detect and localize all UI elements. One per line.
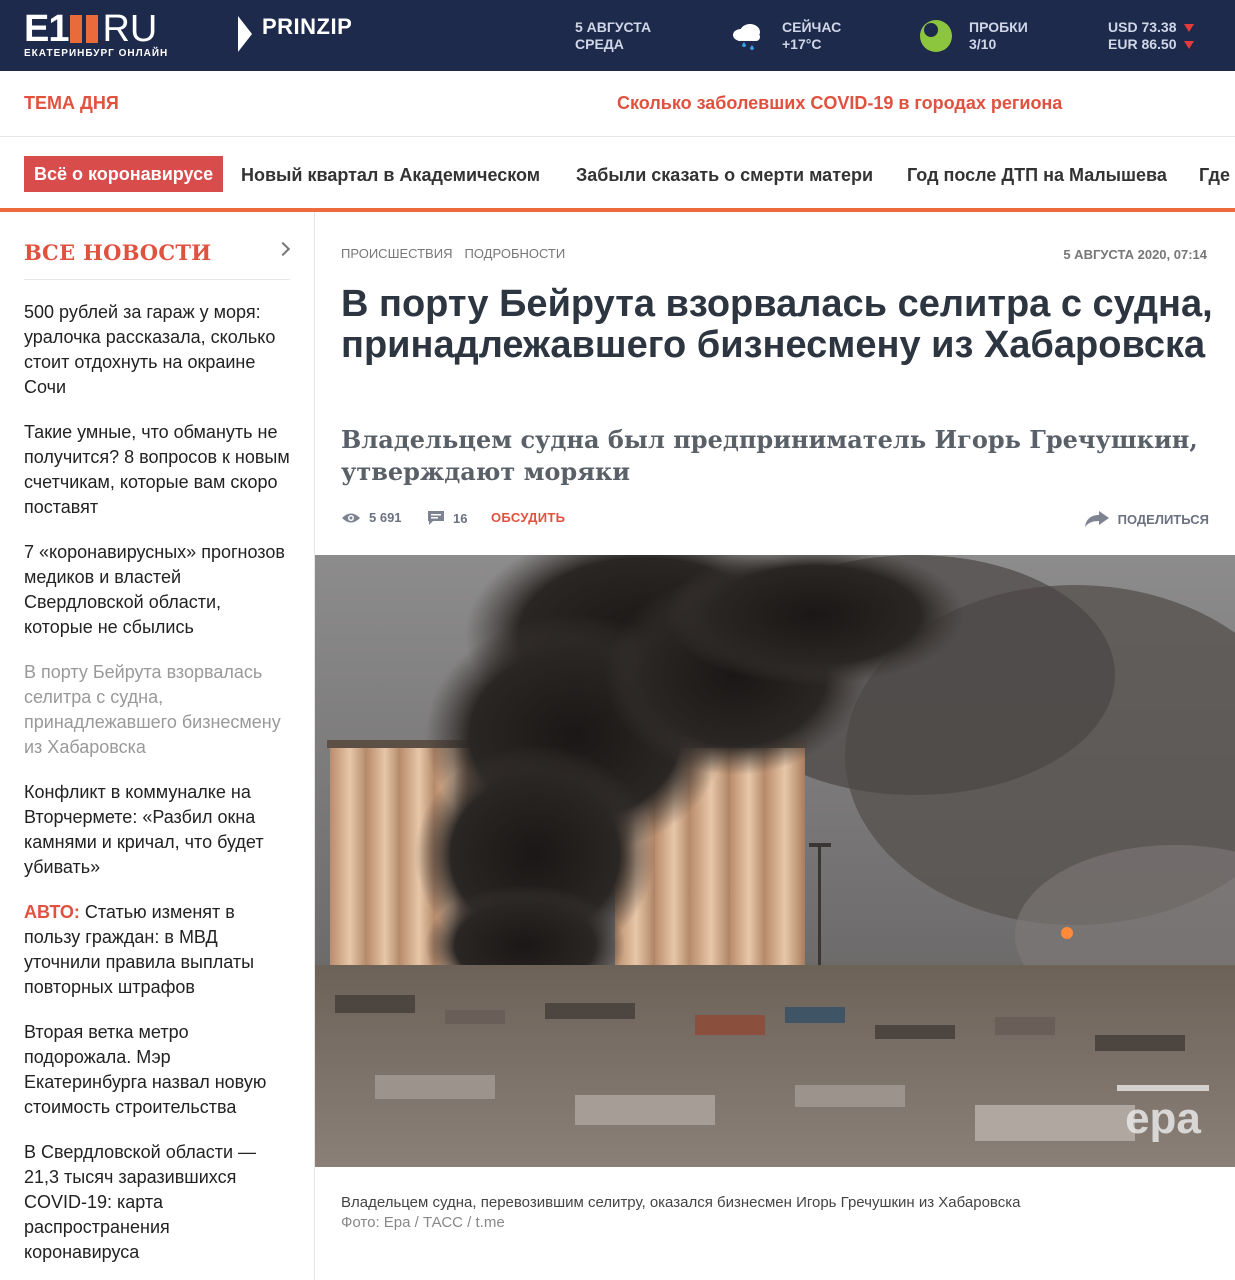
tag-coronavirus[interactable]: Всё о коронавирусе (24, 156, 223, 192)
weather-label: СЕЙЧАС (782, 19, 842, 35)
chevron-right-icon[interactable] (276, 242, 290, 256)
news-item[interactable] (24, 420, 290, 520)
all-news-title[interactable]: ВСЕ НОВОСТИ (24, 240, 212, 265)
topic-of-day-label: ТЕМА ДНЯ (24, 93, 119, 113)
news-sidebar (24, 212, 290, 1280)
eye-icon (341, 512, 361, 524)
prinzip-text: PRINZIP (262, 14, 353, 39)
article (314, 212, 1235, 1280)
logo-e1: E1 (24, 8, 69, 50)
tags-bar (0, 137, 1235, 212)
logo-subtitle: ЕКАТЕРИНБУРГ ОНЛАЙН (24, 48, 169, 59)
eur-rate: EUR 86.50 (1108, 36, 1177, 52)
news-item-text: 500 рублей за гараж у моря: уралочка рассказала, сколько стоит отдохнуть на окраине Сочи (24, 302, 276, 397)
topic-of-day-bar (0, 71, 1235, 137)
news-item-text: В порту Бейрута взорвалась селитра с судна, принадлежавшего бизнесмену из Хабаровска (24, 662, 281, 757)
article-meta (341, 510, 1209, 530)
current-date (575, 19, 651, 53)
traffic-indicator-icon[interactable] (920, 20, 952, 52)
news-list (24, 280, 290, 1265)
site-logo[interactable] (24, 8, 169, 59)
news-item[interactable] (24, 1020, 290, 1120)
news-item[interactable] (24, 300, 290, 400)
article-headline: В порту Бейрута взорвалась селитра с судна, принадлежавшего бизнесмену из Хабаровска (341, 283, 1213, 366)
logo-square-icon (70, 15, 98, 43)
date-day: 5 АВГУСТА (575, 19, 652, 35)
traffic-widget[interactable] (969, 19, 1028, 53)
views-counter (341, 510, 402, 525)
down-arrow-icon (1184, 41, 1194, 49)
weather-widget[interactable] (782, 19, 841, 53)
topic-of-day-link[interactable]: Сколько заболевших COVID-19 в городах региона (617, 93, 1063, 113)
news-item-text: Статью изменят в пользу граждан: в МВД уточнили правила выплаты повторных штрафов (24, 902, 255, 997)
weather-temperature: +17°C (782, 36, 822, 52)
news-item-text: Такие умные, что обмануть не получится? 8 вопросов к новым счетчикам, которые вам скоро поставят (24, 422, 290, 517)
news-item[interactable] (24, 780, 290, 880)
article-rubrics (341, 246, 577, 261)
news-item[interactable] (24, 1140, 290, 1265)
top-bar (0, 0, 1235, 71)
comments-counter[interactable] (427, 510, 467, 526)
comments-count: 16 (453, 510, 468, 526)
tag-akademicheskiy[interactable]: Новый квартал в Академическом (241, 165, 541, 185)
rubric-details[interactable]: ПОДРОБНОСТИ (464, 246, 566, 261)
tag-malysheva-accident[interactable]: Год после ДТП на Малышева (907, 165, 1167, 185)
tag-gde[interactable]: Где (1199, 165, 1230, 185)
share-button[interactable] (1084, 510, 1209, 528)
tag-mother-death[interactable]: Забыли сказать о смерти матери (576, 165, 874, 185)
prinzip-logo[interactable] (238, 14, 352, 52)
share-arrow-icon (1084, 510, 1110, 528)
epa-watermark (1117, 1085, 1209, 1143)
article-date: 5 АВГУСТА 2020, 07:14 (1063, 247, 1207, 262)
currency-rates[interactable] (1108, 19, 1194, 53)
article-subtitle: Владельцем судна был предприниматель Игорь Гречушкин, утверждают моряки (341, 425, 1198, 486)
epa-watermark-text: epa (1125, 1094, 1201, 1143)
news-item-text: Вторая ветка метро подорожала. Мэр Екатеринбурга назвал новую стоимость строительства (24, 1022, 267, 1117)
logo-ru: RU (102, 8, 158, 50)
prinzip-mark-icon (238, 16, 252, 52)
discuss-link[interactable]: ОБСУДИТЬ (491, 510, 566, 525)
all-news-header[interactable] (24, 212, 290, 280)
photo-credit: Фото: Epa / ТАСС / t.me (341, 1214, 505, 1231)
traffic-label: ПРОБКИ (969, 19, 1028, 35)
rubric-incidents[interactable]: ПРОИСШЕСТВИЯ (341, 246, 453, 261)
rain-cloud-icon[interactable] (730, 18, 766, 54)
news-item[interactable] (24, 540, 290, 640)
news-item-tag: АВТО: (24, 902, 80, 922)
traffic-value: 3/10 (969, 36, 997, 52)
views-count: 5 691 (369, 510, 402, 525)
share-label: ПОДЕЛИТЬСЯ (1117, 511, 1209, 527)
news-item-text: 7 «коронавирусных» прогнозов медиков и властей Свердловской области, которые не сбылись (24, 542, 285, 637)
photo-caption: Владельцем судна, перевозившим селитру, оказался бизнесмен Игорь Гречушкин из Хабаровска (341, 1194, 1021, 1211)
news-item-current[interactable] (24, 660, 290, 760)
news-item[interactable] (24, 900, 290, 1000)
usd-rate: USD 73.38 (1108, 19, 1177, 35)
article-photo[interactable] (315, 555, 1235, 1167)
news-item-text: В Свердловской области — 21,3 тысяч заразившихся COVID-19: карта распространения коронавируса (24, 1142, 257, 1262)
date-weekday: СРЕДА (575, 36, 624, 52)
comment-icon (427, 510, 445, 526)
news-item-text: Конфликт в коммуналке на Вторчермете: «Разбил окна камнями и кричал, что будет убивать» (24, 782, 264, 877)
down-arrow-icon (1184, 24, 1194, 32)
